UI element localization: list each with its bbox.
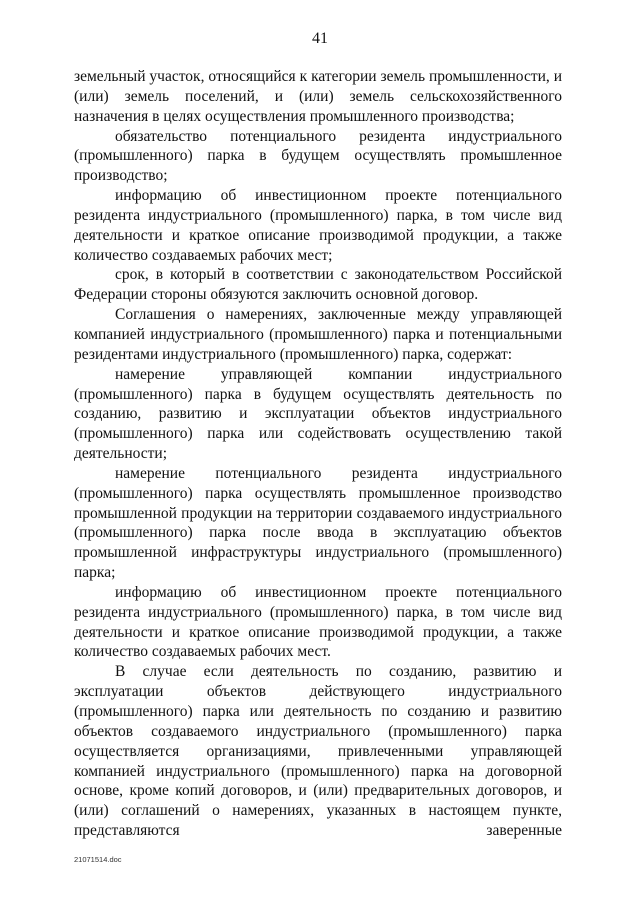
paragraph-land-plot: земельный участок, относящийся к категории земель промышленности, и (или) земель поселений, и (или) земель сельскохозяйственного назначения в целях осуществления промышленного производства; <box>74 68 562 125</box>
paragraph-term: срок, в который в соответствии с законодательством Российской Федерации стороны обязуются заключить основной договор. <box>74 266 562 304</box>
footer-filename: 21071514.doc <box>74 855 122 864</box>
paragraph-obligation: обязательство потенциального резидента индустриального (промышленного) парка в будущем осуществлять промышленное производство; <box>74 127 562 185</box>
paragraph-agreements-intro: Соглашения о намерениях, заключенные между управляющей компанией индустриального (промышленного) парка и потенциальными резидентами индустриального (промышленного) парка, содержат: <box>74 306 562 363</box>
paragraph-investment-info-2: информацию об инвестиционном проекте потенциального резидента индустриального (промышленного) парка, в том числе вид деятельности и краткое описание производимой продукции, а также количество создаваемых рабочих мест. <box>74 583 562 661</box>
paragraph-investment-info: информацию об инвестиционном проекте потенциального резидента индустриального (промышленного) парка, в том числе вид деятельности и краткое описание производимой продукции, а также количество создаваемых рабочих мест; <box>74 187 562 264</box>
paragraph-contracted-organizations: В случае если деятельность по созданию, развитию и эксплуатации объектов действующего индустриального (промышленного) парка или деятельность по созданию и развитию объектов создаваемого индустриального (промышленного) парка осуществляется организациями, привлеченными управляющей компанией индустриального (промышленного) парка на договорной основе, кроме копий договоров, и (или) предварительных договоров, и (или) соглашений о намерениях, указанных в настоящем пункте, представляются заверенные <box>74 663 562 840</box>
paragraph-resident-intent: намерение потенциального резидента индустриального (промышленного) парка осуществлять промышленное производство промышленной продукции на территории создаваемого индустриального (промышленного) парка после ввода в эксплуатацию объектов промышленной инфраструктуры индустриального (промышленного) парка; <box>74 464 562 582</box>
page-number: 41 <box>312 30 328 47</box>
document-body <box>74 67 562 841</box>
paragraph-management-intent: намерение управляющей компании индустриального (промышленного) парка в будущем осуществлять деятельность по созданию, развитию и эксплуатации объектов индустриального (промышленного) парка или содействовать осуществлению такой деятельности; <box>74 365 562 463</box>
